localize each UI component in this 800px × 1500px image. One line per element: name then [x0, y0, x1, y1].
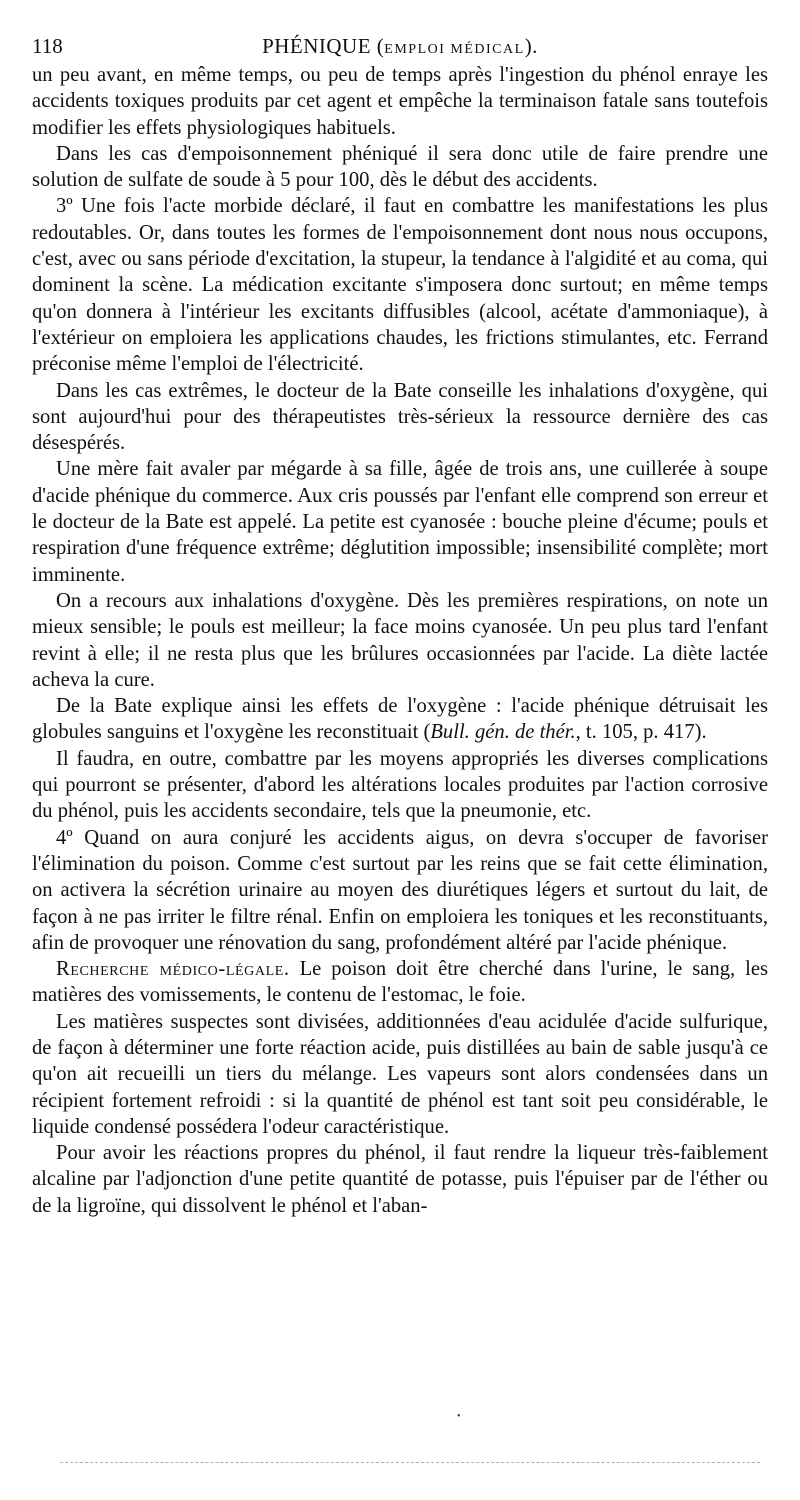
paragraph-reactions: Pour avoir les réactions propres du phénol, il faut rendre la liqueur très-faiblement alcaline par l'adjonction d'une petite quantité de potasse, puis l'épuiser par de l'éther ou de la ligroïne, qui dissolvent le phénol et l'aban-: [32, 1142, 768, 1217]
paragraph-case-outcome: On a recours aux inhalations d'oxygène. Dès les premières respirations, on note un mieux sensible; le pouls est meilleur; la face moins cyanosée. Un peu plus tard l'enfant revint à elle; il ne resta plus que les brûlures occasionnées par l'acide. La diète lactée acheva la cure.: [32, 589, 768, 691]
book-page: [32, 30, 768, 1219]
citation-text-after: , t. 105, p. 417).: [575, 721, 707, 744]
paragraph-point-4: 4º Quand on aura conjuré les accidents aigus, on devra s'occuper de favoriser l'élimination du poison. Comme c'est surtout par les reins que se fait cette élimination, on activera la sécrétion urinaire au moyen des diurétiques légers et surtout du lait, de façon à ne pas irriter le filtre rénal. Enfin on emploiera les toniques et les reconstituants, afin de provoquer une rénovation du sang, profondément altéré par l'acide phénique.: [32, 826, 768, 954]
paragraph-distillation: Les matières suspectes sont divisées, additionnées d'eau acidulée d'acide sulfurique, de façon à déterminer une forte réaction acide, puis distillées au bain de sable jusqu'à ce qu'on ait recueilli un tiers du mélange. Les vapeurs sont alors condensées dans un récipient fortement refroidi : si la quantité de phénol est tant soit peu considérable, le liquide condensé possédera l'odeur caractéristique.: [32, 1010, 768, 1138]
print-speck: •: [457, 1411, 461, 1422]
running-header: [32, 30, 768, 62]
running-title-subtitle: EMPLOI MÉDICAL: [384, 42, 525, 57]
section-heading-recherche: Recherche médico-légale.: [56, 958, 290, 981]
citation-text-before: De la Bate explique ainsi les effets de l'oxygène : l'acide phénique détruisait les globules sanguins et l'oxygène les reconstituait (: [32, 695, 768, 744]
running-title: [32, 30, 768, 66]
paragraph-oxygen-inhalation: Dans les cas extrêmes, le docteur de la Bate conseille les inhalations d'oxygène, qui sont aujourd'hui pour des thérapeutistes très-sérieux la ressource dernière des cas désespérés.: [32, 379, 768, 455]
paragraph-recherche: [32, 956, 768, 1009]
body-text: [32, 62, 768, 1219]
paragraph-continuation: un peu avant, en même temps, ou peu de temps après l'ingestion du phénol enraye les accidents toxiques produits par cet agent et empêche la terminaison fatale sans toutefois modifier les effets physiologiques habituels.: [32, 64, 768, 139]
running-title-main: PHÉNIQUE (: [262, 34, 385, 58]
paragraph-sulfate-treatment: Dans les cas d'empoisonnement phéniqué il sera donc utile de faire prendre une solution de sulfate de soude à 5 pour 100, dès le début des accidents.: [32, 142, 768, 192]
paragraph-point-3: 3º Une fois l'acte morbide déclaré, il faut en combattre les manifestations les plus redoutables. Or, dans toutes les formes de l'empoisonnement dont nous nous occupons, c'est, avec ou sans période d'excitation, la stupeur, la tendance à l'algidité et au coma, qui dominent la scène. La médication excitante s'imposera donc surtout; en même temps qu'on donnera à l'intérieur les excitants diffusibles (alcool, acétate d'ammoniaque), à l'extérieur on emploiera les applications chaudes, les frictions stimulantes, etc. Ferrand préconise même l'emploi de l'électricité.: [32, 195, 768, 376]
running-title-end: ).: [524, 34, 538, 58]
recherche-text: Le poison doit être cherché dans l'urine, le sang, les matières des vomissements, le contenu de l'estomac, le foie.: [32, 958, 768, 1007]
paragraph-complications: Il faudra, en outre, combattre par les moyens appropriés les diverses complications qui pourront se présenter, d'abord les altérations locales produites par l'action corrosive du phénol, puis les accidents secondaire, tels que la pneumonie, etc.: [32, 747, 768, 823]
citation-journal: Bull. gén. de thér.: [430, 721, 576, 744]
page-number: 118: [32, 34, 63, 58]
page-bottom-rule: [60, 1462, 760, 1463]
paragraph-case-report: Une mère fait avaler par mégarde à sa fille, âgée de trois ans, une cuillerée à soupe d'acide phénique du commerce. Aux cris poussés par l'enfant elle comprend son erreur et le docteur de la Bate est appelé. La petite est cyanosée : bouche pleine d'écume; pouls et respiration d'une fréquence extrême; déglutition impossible; insensibilité complète; mort imminente.: [32, 458, 768, 586]
paragraph-citation: [32, 693, 768, 746]
